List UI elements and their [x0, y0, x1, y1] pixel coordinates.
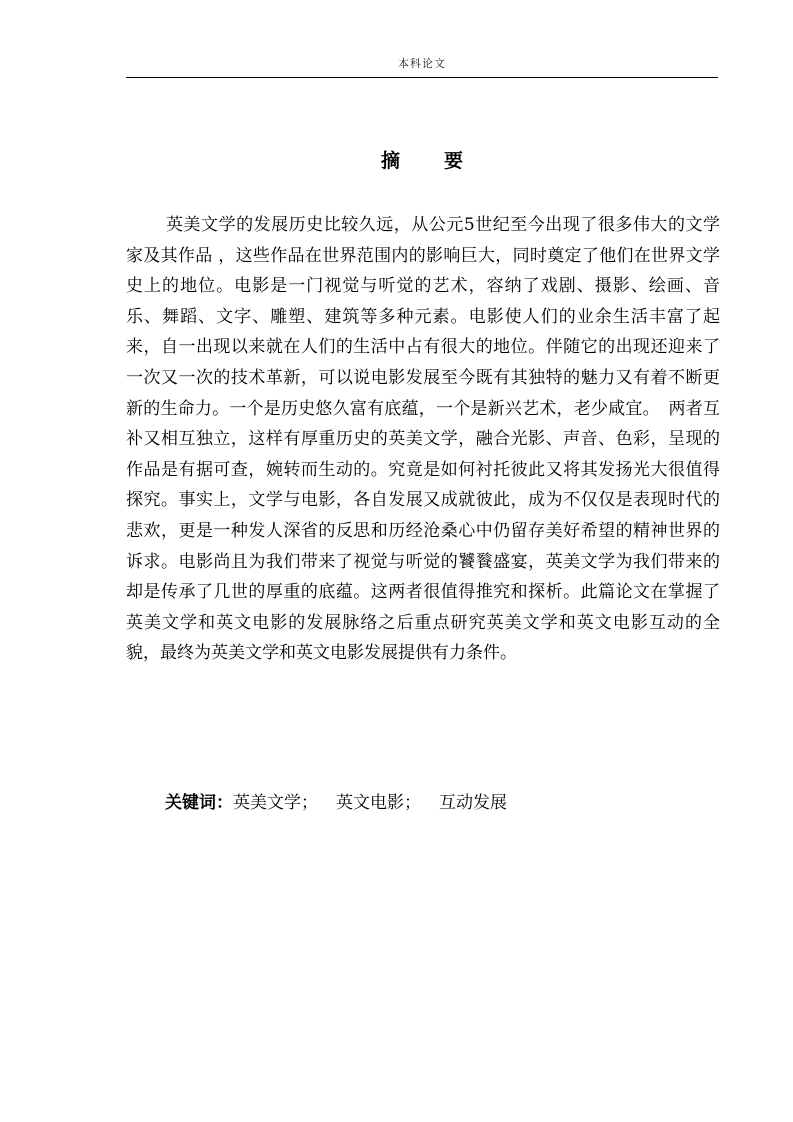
abstract-body: 英美文学的发展历史比较久远，从公元5世纪至今出现了很多伟大的文学家及其作品 ，这些作品在世界范围内的影响巨大，同时奠定了他们在世界文学史上的地位。电影是一门视觉与听觉的艺术，容纳了戏剧、摄影、绘画、音乐、舞蹈、文字、雕塑、建筑等多种元素。电影使人们的业余生活丰富了起来，自一出现以来就在人们的生活中占有很大的地位。伴随它的出现还迎来了一次又一次的技术革新，可以说电影发展至今既有其独特的魅力又有着不断更新的生命力。一个是历史悠久富有底蕴，一个是新兴艺术，老少咸宜。 两者互补又相互独立，这样有厚重历史的英美文学，融合光影、声音、色彩，呈现的作品是有据可查，婉转而生动的。究竟是如何衬托彼此又将其发扬光大很值得探究。事实上，文学与电影，各自发展又成就彼此，成为不仅仅是表现时代的悲欢，更是一种发人深省的反思和历经沧桑心中仍留存美好希望的精神世界的诉求。电影尚且为我们带来了视觉与听觉的饕餮盛宴，英美文学为我们带来的却是传承了几世的厚重的底蕴。这两者很值得推究和探析。此篇论文在掌握了英美文学和英文电影的发展脉络之后重点研究英美文学和英文电影互动的全貌，最终为英美文学和英文电影发展提供有力条件。: [126, 215, 720, 664]
keyword-item: 英文电影；: [336, 793, 421, 813]
abstract-title: 摘要: [380, 150, 507, 172]
keywords-label: 关键词：: [165, 793, 233, 813]
keywords-line: [165, 788, 507, 813]
header-divider: [126, 77, 718, 78]
keyword-item: 英美文学；: [233, 793, 318, 813]
keyword-item: 互动发展: [439, 793, 507, 813]
running-header: 本科论文: [398, 57, 446, 70]
